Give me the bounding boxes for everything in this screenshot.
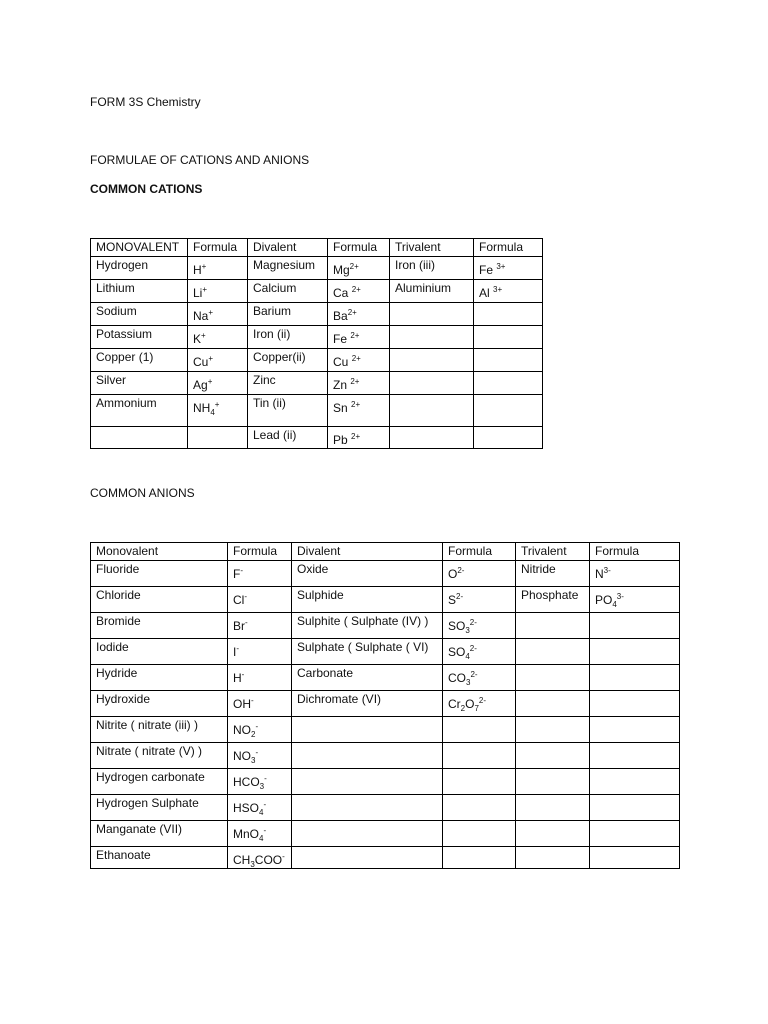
name-cell (292, 847, 443, 869)
formula-cell (188, 372, 248, 395)
formula-cell (474, 257, 543, 280)
formula-cell (188, 326, 248, 349)
column-header: MONOVALENT (91, 239, 188, 257)
formula-base: Cl (233, 593, 245, 607)
table-row (91, 280, 543, 303)
formula-charge: 2- (469, 644, 477, 653)
name-cell: Lead (ii) (248, 427, 328, 449)
name-cell: Hydrogen Sulphate (91, 795, 228, 821)
name-cell (390, 372, 474, 395)
name-cell (590, 847, 680, 869)
formula-subscript: 4 (612, 600, 617, 609)
formula-base: Ag (193, 378, 208, 392)
chemical-formula (233, 692, 254, 711)
name-cell (590, 795, 680, 821)
formula-charge: - (245, 618, 248, 627)
chemical-formula (233, 848, 285, 867)
chemical-formula (193, 327, 206, 346)
formula-cell (328, 257, 390, 280)
formula-base: Al (479, 286, 494, 300)
name-cell (292, 743, 443, 769)
formula-charge: + (201, 262, 207, 271)
formula-cell (228, 691, 292, 717)
chemical-formula (233, 770, 267, 789)
chemical-formula (448, 640, 477, 659)
name-cell: Hydrogen (91, 257, 188, 280)
formula-base: Ca (333, 286, 352, 300)
formula-base: Cr (448, 697, 461, 711)
name-cell (590, 821, 680, 847)
name-cell (516, 847, 590, 869)
formula-cell (228, 587, 292, 613)
formula-cell (228, 639, 292, 665)
formula-base: SO (448, 619, 466, 633)
chemical-formula (448, 562, 464, 581)
chemical-formula (333, 350, 361, 369)
formula-charge: 2- (456, 592, 464, 601)
formula-cell (443, 587, 516, 613)
formula-subscript: 3 (259, 782, 265, 791)
name-cell (390, 326, 474, 349)
chemical-formula (333, 373, 359, 392)
formula-base: Ba (333, 309, 348, 323)
name-cell: Carbonate (292, 665, 443, 691)
table-row (91, 372, 543, 395)
column-header: Formula (443, 543, 516, 561)
name-cell: Phosphate (516, 587, 590, 613)
column-header: Monovalent (91, 543, 228, 561)
name-cell (443, 743, 516, 769)
chemical-formula (333, 281, 361, 300)
formula-base: O (465, 697, 475, 711)
chemical-formula (233, 614, 248, 633)
formula-cell (590, 561, 680, 587)
formula-charge: 2+ (351, 354, 361, 363)
name-cell (390, 427, 474, 449)
formula-base: SO (448, 645, 466, 659)
chemical-formula (233, 666, 244, 685)
cations-table (90, 238, 543, 449)
chemical-formula (193, 396, 219, 415)
name-cell: Barium (248, 303, 328, 326)
name-cell (474, 349, 543, 372)
formula-subscript: 4 (259, 834, 264, 843)
chemical-formula (448, 614, 477, 633)
name-cell: Copper (1) (91, 349, 188, 372)
formula-base: Na (193, 309, 209, 323)
formula-charge: - (244, 592, 248, 601)
formula-base: OH (233, 697, 251, 711)
formula-cell (328, 427, 390, 449)
name-cell: Chloride (91, 587, 228, 613)
table-row (91, 613, 680, 639)
formula-cell (228, 717, 292, 743)
formula-cell (228, 821, 292, 847)
chemical-formula (479, 281, 502, 300)
formula-charge: - (240, 566, 244, 575)
formula-charge: 2+ (350, 331, 360, 340)
column-header: Formula (474, 239, 543, 257)
chemical-formula (595, 562, 611, 581)
formula-charge: + (201, 331, 206, 340)
column-header: Formula (590, 543, 680, 561)
formula-base: H (193, 263, 202, 277)
formula-base: I (233, 645, 237, 659)
chemical-formula (333, 304, 357, 323)
name-cell: Sodium (91, 303, 188, 326)
formula-cell (328, 280, 390, 303)
name-cell: Iodide (91, 639, 228, 665)
chemical-formula (193, 281, 207, 300)
chemical-formula (233, 744, 258, 763)
table-row (91, 349, 543, 372)
formula-charge: - (255, 722, 259, 731)
formula-base: Fe (333, 332, 351, 346)
anions-table (90, 542, 680, 869)
name-cell (443, 847, 516, 869)
name-cell (292, 795, 443, 821)
name-cell: Nitride (516, 561, 590, 587)
chemical-formula (448, 666, 478, 685)
formula-base: CH (233, 853, 251, 867)
name-cell: Dichromate (VI) (292, 691, 443, 717)
name-cell (516, 717, 590, 743)
name-cell: Bromide (91, 613, 228, 639)
formula-base: Pb (333, 433, 352, 447)
table-row (91, 587, 680, 613)
name-cell (292, 717, 443, 743)
header-row (91, 239, 543, 257)
column-header: Trivalent (516, 543, 590, 561)
formula-cell (443, 639, 516, 665)
column-header: Formula (228, 543, 292, 561)
name-cell (516, 613, 590, 639)
name-cell (590, 717, 680, 743)
formula-cell (188, 349, 248, 372)
column-header: Formula (188, 239, 248, 257)
name-cell: Calcium (248, 280, 328, 303)
name-cell: Hydroxide (91, 691, 228, 717)
formula-subscript: 4 (210, 408, 215, 417)
name-cell (474, 427, 543, 449)
table-row (91, 665, 680, 691)
name-cell (516, 743, 590, 769)
formula-base: HSO (233, 801, 260, 815)
table-row (91, 427, 543, 449)
formula-cell (228, 795, 292, 821)
formula-charge: 2+ (349, 262, 359, 271)
name-cell (443, 717, 516, 743)
name-cell: Ethanoate (91, 847, 228, 869)
chemical-formula (193, 258, 206, 277)
formula-cell (188, 257, 248, 280)
table-row (91, 795, 680, 821)
table-row (91, 821, 680, 847)
name-cell: Aluminium (390, 280, 474, 303)
formula-base: Li (193, 286, 203, 300)
formula-base: HCO (233, 775, 260, 789)
name-cell (516, 821, 590, 847)
table-row (91, 561, 680, 587)
name-cell: Lithium (91, 280, 188, 303)
formula-subscript: 7 (474, 704, 479, 713)
name-cell (590, 613, 680, 639)
formula-charge: 3+ (496, 262, 506, 271)
formula-subscript: 2 (251, 730, 256, 739)
chemical-formula (233, 588, 247, 607)
formula-cell (328, 326, 390, 349)
name-cell: Nitrate ( nitrate (V) ) (91, 743, 228, 769)
formula-charge: 3- (603, 566, 611, 575)
table-row (91, 257, 543, 280)
chemical-formula (448, 588, 463, 607)
table-row (91, 326, 543, 349)
chemical-formula (193, 350, 213, 369)
formula-charge: - (282, 852, 285, 861)
formula-subscript: 3 (250, 860, 255, 869)
name-cell (590, 665, 680, 691)
name-cell (390, 303, 474, 326)
document-heading: FORM 3S Chemistry (90, 95, 201, 109)
name-cell: Copper(ii) (248, 349, 328, 372)
formula-base: NO (233, 723, 251, 737)
formula-base: CO (448, 671, 466, 685)
name-cell (443, 769, 516, 795)
formula-base: F (233, 567, 241, 581)
name-cell (516, 769, 590, 795)
formula-cell (228, 847, 292, 869)
name-cell (590, 769, 680, 795)
name-cell (292, 821, 443, 847)
formula-cell (328, 372, 390, 395)
formula-cell (188, 395, 248, 427)
table-row (91, 303, 543, 326)
name-cell (474, 395, 543, 427)
name-cell: Iron (ii) (248, 326, 328, 349)
name-cell (474, 303, 543, 326)
name-cell: Zinc (248, 372, 328, 395)
formula-cell (188, 303, 248, 326)
name-cell: Hydride (91, 665, 228, 691)
name-cell (590, 743, 680, 769)
name-cell (590, 639, 680, 665)
formula-charge: + (214, 400, 220, 409)
formula-base: COO (254, 853, 283, 867)
table-row (91, 395, 543, 427)
formula-charge: + (207, 377, 213, 386)
formula-subscript: 3 (465, 626, 470, 635)
formula-cell (228, 613, 292, 639)
formula-base: O (448, 567, 458, 581)
name-cell: Manganate (VII) (91, 821, 228, 847)
formula-charge: - (255, 748, 259, 757)
chemical-formula (595, 588, 624, 607)
formula-cell (328, 395, 390, 427)
formula-cell (590, 587, 680, 613)
table-row (91, 639, 680, 665)
formula-base: N (595, 567, 604, 581)
formula-cell (228, 665, 292, 691)
name-cell (590, 691, 680, 717)
formula-charge: 2+ (347, 308, 357, 317)
column-header: Formula (328, 239, 390, 257)
table-row (91, 743, 680, 769)
formula-charge: 3+ (493, 285, 503, 294)
formula-charge: 2- (478, 696, 487, 705)
formula-charge: 2- (470, 670, 478, 679)
name-cell (443, 821, 516, 847)
formula-cell (228, 769, 292, 795)
name-cell: Sulphide (292, 587, 443, 613)
document-subheading: FORMULAE OF CATIONS AND ANIONS (90, 153, 310, 167)
formula-charge: - (264, 774, 267, 783)
table-row (91, 717, 680, 743)
anions-title: COMMON ANIONS (90, 486, 195, 500)
column-header: Divalent (248, 239, 328, 257)
formula-charge: - (263, 800, 267, 809)
formula-cell (443, 561, 516, 587)
column-header: Divalent (292, 543, 443, 561)
name-cell: Tin (ii) (248, 395, 328, 427)
formula-charge: 2+ (351, 285, 361, 294)
formula-subscript: 2 (460, 704, 466, 713)
formula-cell (443, 665, 516, 691)
formula-base: Br (233, 619, 245, 633)
formula-charge: - (251, 696, 254, 705)
formula-subscript: 3 (251, 756, 256, 765)
chemical-formula (233, 640, 239, 659)
formula-charge: - (263, 826, 267, 835)
formula-base: MnO (233, 827, 260, 841)
name-cell: Sulphate ( Sulphate ( VI) (292, 639, 443, 665)
formula-base: PO (595, 593, 613, 607)
formula-charge: 2+ (350, 377, 360, 386)
formula-charge: - (236, 644, 240, 653)
formula-subscript: 3 (466, 678, 471, 687)
name-cell (188, 427, 248, 449)
chemical-formula (333, 327, 359, 346)
column-header: Trivalent (390, 239, 474, 257)
name-cell (516, 795, 590, 821)
name-cell (516, 639, 590, 665)
formula-cell (443, 691, 516, 717)
formula-charge: 2- (457, 566, 465, 575)
name-cell (474, 326, 543, 349)
table-row (91, 769, 680, 795)
name-cell (516, 665, 590, 691)
name-cell: Ammonium (91, 395, 188, 427)
name-cell (443, 795, 516, 821)
name-cell (474, 372, 543, 395)
name-cell: Iron (iii) (390, 257, 474, 280)
formula-subscript: 4 (465, 652, 470, 661)
formula-base: Zn (333, 378, 351, 392)
chemical-formula (333, 258, 359, 277)
formula-cell (188, 280, 248, 303)
chemical-formula (479, 258, 505, 277)
formula-base: NH (193, 401, 211, 415)
name-cell: Potassium (91, 326, 188, 349)
chemical-formula (233, 718, 258, 737)
name-cell (91, 427, 188, 449)
name-cell: Oxide (292, 561, 443, 587)
formula-charge: 2- (469, 618, 477, 627)
name-cell (292, 769, 443, 795)
formula-charge: + (208, 308, 214, 317)
name-cell (390, 395, 474, 427)
name-cell: Nitrite ( nitrate (iii) ) (91, 717, 228, 743)
formula-base: Cu (193, 355, 209, 369)
formula-charge: - (241, 670, 245, 679)
formula-charge: + (208, 354, 214, 363)
formula-cell (228, 561, 292, 587)
chemical-formula (448, 692, 486, 711)
header-row (91, 543, 680, 561)
name-cell: Fluoride (91, 561, 228, 587)
name-cell: Hydrogen carbonate (91, 769, 228, 795)
table-row (91, 847, 680, 869)
formula-base: NO (233, 749, 251, 763)
chemical-formula (333, 428, 360, 447)
formula-charge: 2+ (351, 400, 361, 409)
formula-subscript: 4 (259, 808, 264, 817)
name-cell (390, 349, 474, 372)
name-cell: Magnesium (248, 257, 328, 280)
chemical-formula (333, 396, 360, 415)
cations-title: COMMON CATIONS (90, 182, 203, 196)
chemical-formula (233, 562, 243, 581)
formula-charge: 3- (616, 592, 624, 601)
formula-base: Fe (479, 263, 497, 277)
formula-cell (328, 303, 390, 326)
name-cell: Sulphite ( Sulphate (IV) ) (292, 613, 443, 639)
chemical-formula (233, 822, 266, 841)
formula-base: Sn (333, 401, 352, 415)
formula-base: K (193, 332, 202, 346)
formula-charge: 2+ (351, 432, 361, 441)
formula-cell (474, 280, 543, 303)
formula-base: S (448, 593, 457, 607)
name-cell (516, 691, 590, 717)
formula-cell (328, 349, 390, 372)
table-row (91, 691, 680, 717)
formula-cell (228, 743, 292, 769)
formula-base: H (233, 671, 242, 685)
chemical-formula (193, 373, 212, 392)
formula-base: Cu (333, 355, 352, 369)
formula-charge: + (202, 285, 208, 294)
formula-base: Mg (333, 263, 350, 277)
formula-cell (443, 613, 516, 639)
name-cell: Silver (91, 372, 188, 395)
chemical-formula (193, 304, 213, 323)
chemical-formula (233, 796, 266, 815)
